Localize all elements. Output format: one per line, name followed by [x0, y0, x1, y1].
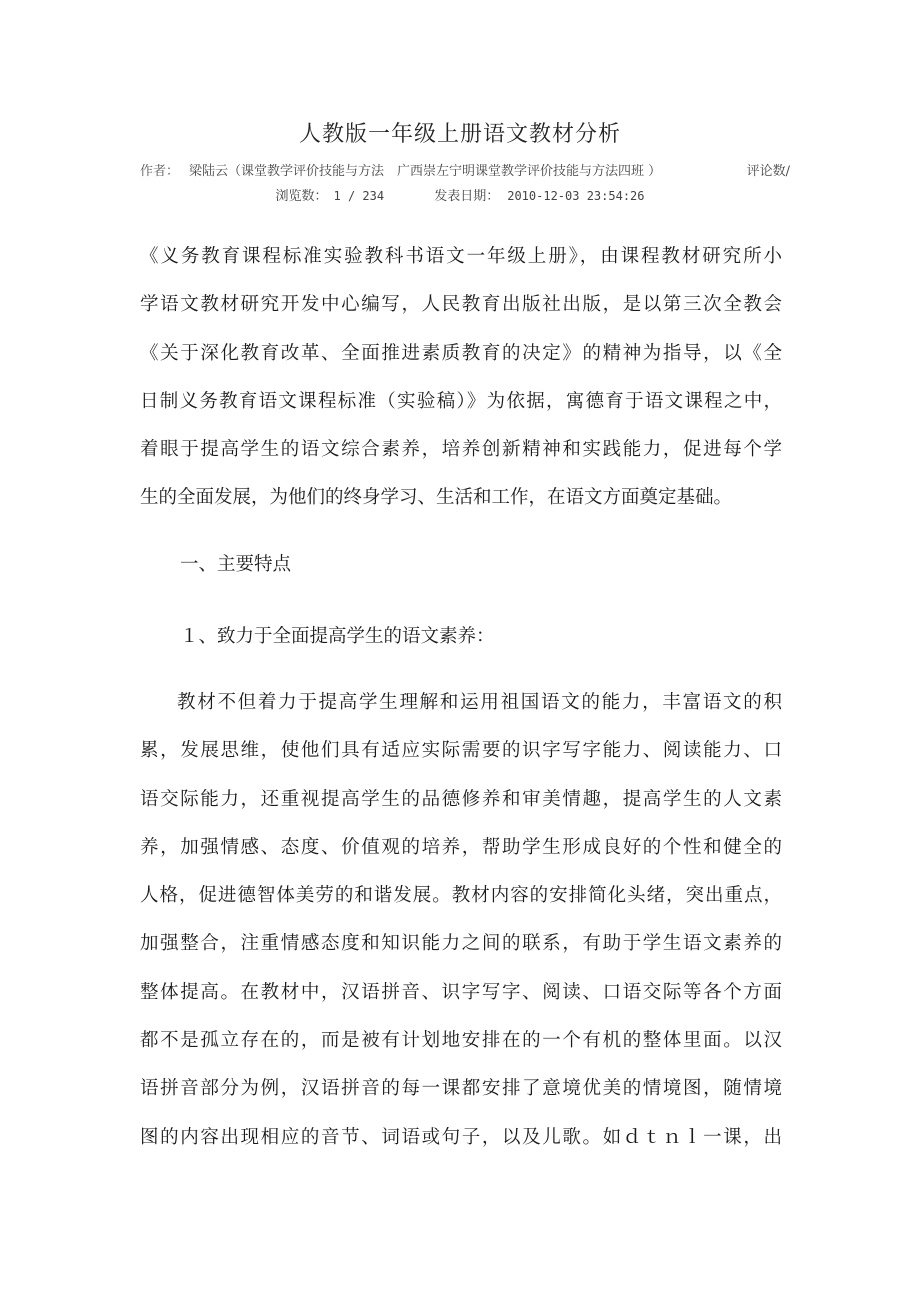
feature-paragraph	[140, 679, 782, 1162]
paragraph-line: 语拼音部分为例，汉语拼音的每一课都安排了意境优美的情境图，随情境	[140, 1078, 782, 1100]
paragraph-line: 养，加强情感、态度、价值观的培养，帮助学生形成良好的个性和健全的	[140, 836, 782, 858]
paragraph-line: 《义务教育课程标准实验教科书语文一年级上册》，由课程教材研究所小	[140, 246, 782, 267]
author-label: 作者：	[140, 164, 180, 179]
author-name: 梁陆云（课堂教学评价技能与方法 广西崇左宁明课堂教学评价技能与方法四班 ）	[189, 164, 662, 179]
document-title: 人教版一年级上册语文教材分析	[298, 122, 621, 147]
paragraph-line: 日制义务教育语文课程标准（实验稿）》为依据，寓德育于语文课程之中，	[140, 390, 782, 412]
stats-line	[0, 186, 920, 207]
views-value: 1 / 234	[333, 189, 385, 203]
paragraph-line: 《关于深化教育改革、全面推进素质教育的决定》的精神为指导，以《全	[140, 342, 782, 364]
author-line	[140, 162, 790, 182]
paragraph-line: 整体提高。在教材中，汉语拼音、识字写字、阅读、口语交际等各个方面	[140, 981, 782, 1003]
date-label: 发表日期：	[434, 189, 500, 204]
publish-date	[434, 189, 644, 204]
paragraph-line: 累，发展思维，使他们具有适应实际需要的识字写字能力、阅读能力、口	[140, 740, 782, 762]
intro-paragraph	[140, 233, 782, 523]
date-value: 2010-12-03 23:54:26	[507, 189, 645, 203]
paragraph-line: 语交际能力，还重视提高学生的品德修养和审美情趣，提高学生的人文素	[140, 788, 782, 810]
views-label: 浏览数：	[275, 189, 328, 204]
paragraph-line: 图的内容出现相应的音节、词语或句子，以及儿歌。如ｄｔｎｌ一课，出	[140, 1126, 782, 1148]
section-heading: 一、主要特点	[180, 554, 292, 575]
subsection-heading: １、致力于全面提高学生的语文素养：	[180, 626, 495, 647]
paragraph-line: 人格，促进德智体美劳的和谐发展。教材内容的安排简化头绪，突出重点，	[140, 885, 782, 907]
paragraph-line: 学语文教材研究开发中心编写，人民教育出版社出版，是以第三次全教会	[140, 294, 782, 316]
comments-count-label: 评论数/	[746, 164, 790, 179]
paragraph-line: 都不是孤立存在的，而是被有计划地安排在的一个有机的整体里面。以汉	[140, 1030, 782, 1052]
paragraph-line: 生的全面发展，为他们的终身学习、生活和工作，在语文方面奠定基础。	[140, 487, 733, 509]
paragraph-line: 加强整合，注重情感态度和知识能力之间的联系，有助于学生语文素养的	[140, 933, 782, 955]
paragraph-line: 着眼于提高学生的语文综合素养，培养创新精神和实践能力，促进每个学	[140, 439, 782, 461]
paragraph-line: 教材不但着力于提高学生理解和运用祖国语文的能力，丰富语文的积	[177, 692, 782, 713]
